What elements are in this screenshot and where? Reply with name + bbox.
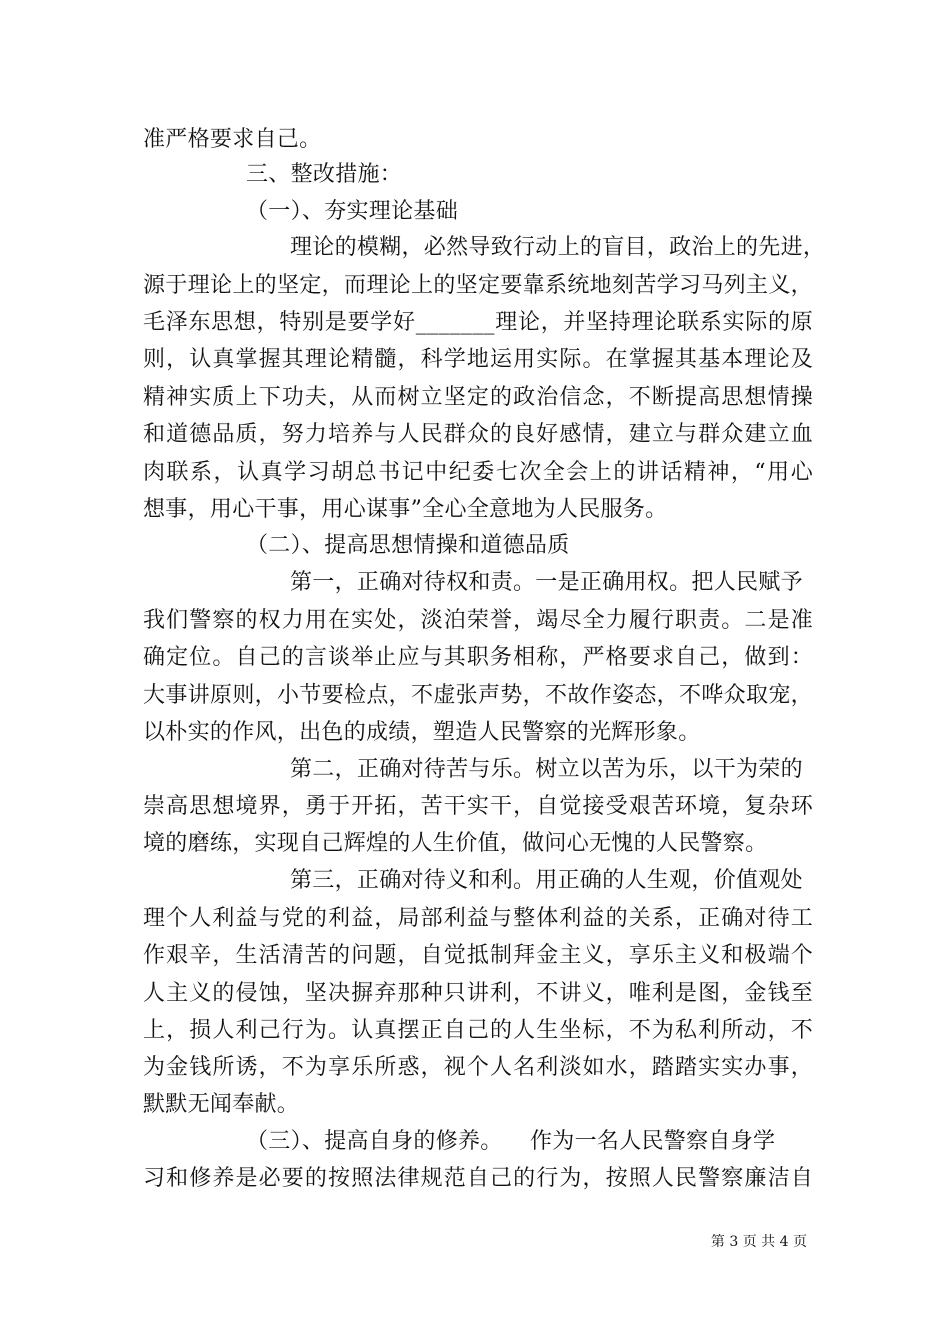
text-line: 想事，用心干事，用心谋事”全心全意地为人民服务。	[143, 497, 668, 522]
text-line: 作为一名人民警察自身学	[530, 1129, 776, 1154]
text-line: 第三，正确对待义和利。用正确的人生观，价值观处	[290, 868, 803, 893]
text-line: 源于理论上的坚定，而理论上的坚定要靠系统地刻苦学习马列主义，	[143, 273, 813, 298]
text-line: 精神实质上下功夫，从而树立坚定的政治信念，不断提高思想情操	[143, 385, 813, 410]
text-line: 理个人利益与党的利益，局部利益与整体利益的关系，正确对待工	[143, 906, 813, 931]
subsection-heading: （一）、夯实理论基础	[246, 199, 459, 224]
section-heading: 三、整改措施：	[246, 162, 403, 187]
text-line: 习和修养是必要的按照法律规范自己的行为，按照人民警察廉洁自	[143, 1166, 813, 1191]
text-line: 默默无闻奉献。	[143, 1092, 300, 1117]
text-line: 人主义的侵蚀，坚决摒弃那种只讲利，不讲义，唯利是图，金钱至	[143, 981, 813, 1006]
subsection-heading: （二）、提高思想情操和道德品质	[246, 533, 570, 558]
subsection-heading: （三）、提高自身的修养。	[246, 1129, 503, 1154]
text-line: 理论的模糊，必然导致行动上的盲目，政治上的先进，	[290, 235, 826, 260]
text-line: 准严格要求自己。	[143, 127, 322, 152]
text-line: 第一，正确对待权和责。一是正确用权。把人民赋予	[290, 570, 803, 595]
text-line: 则，认真掌握其理论精髓，科学地运用实际。在掌握其基本理论及	[143, 347, 813, 372]
text-line: 上，损人利己行为。认真摆正自己的人生坐标，不为私利所动，不	[143, 1018, 813, 1043]
page-number: 第 3 页 共 4 页	[710, 1234, 807, 1250]
text-line: 境的磨练，实现自己辉煌的人生价值，做问心无愧的人民警察。	[143, 831, 768, 856]
text-line: 确定位。自己的言谈举止应与其职务相称，严格要求自己，做到：	[143, 645, 813, 670]
text-line: 以朴实的作风，出色的成绩，塑造人民警察的光辉形象。	[143, 720, 701, 745]
text-line: 大事讲原则，小节要检点，不虚张声势，不故作姿态，不哗众取宠，	[143, 683, 813, 708]
text-line: 崇高思想境界，勇于开拓，苦干实干，自觉接受艰苦环境，复杂环	[143, 794, 813, 819]
text-line: 毛泽东思想，特别是要学好_______理论，并坚持理论联系实际的原	[143, 310, 813, 335]
text-line: 作艰辛，生活清苦的问题，自觉抵制拜金主义，享乐主义和极端个	[143, 943, 813, 968]
text-line: 和道德品质，努力培养与人民群众的良好感情，建立与群众建立血	[143, 422, 813, 447]
text-line: 肉联系，认真学习胡总书记中纪委七次全会上的讲话精神，“用心	[143, 460, 813, 485]
text-line: 第二，正确对待苦与乐。树立以苦为乐，以干为荣的	[290, 757, 803, 782]
text-line: 我们警察的权力用在实处，淡泊荣誉，竭尽全力履行职责。二是准	[143, 608, 813, 633]
text-line: 为金钱所诱，不为享乐所惑，视个人名利淡如水，踏踏实实办事，	[143, 1055, 813, 1080]
